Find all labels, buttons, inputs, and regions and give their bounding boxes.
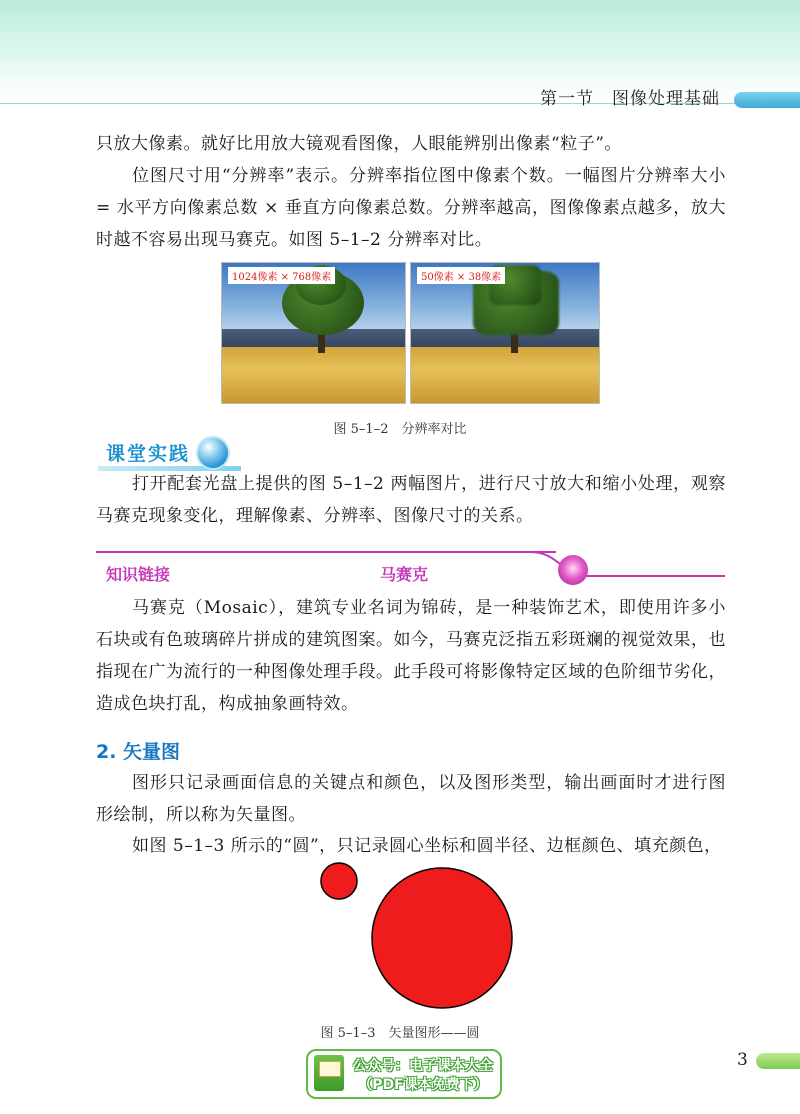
section-heading-vector: 2. 矢量图 — [96, 741, 181, 763]
practice-text: 打开配套光盘上提供的图 5–1–2 两幅图片，进行尺寸放大和缩小处理，观察马赛克现象变化，理解像素、分辨率、图像尺寸的关系。 — [96, 474, 726, 526]
watermark-line2: （PDF课本免费下） — [358, 1077, 488, 1093]
figure-caption-vector: 图 5–1–3 矢量图形——圆 — [320, 1026, 480, 1041]
globe-icon — [198, 438, 228, 468]
paragraph-vector-intro: 图形只记录画面信息的关键点和颜色，以及图形类型，输出画面时才进行图形绘制，所以称为矢量图。 — [96, 773, 726, 825]
practice-title: 课堂实践 — [106, 443, 191, 465]
page-number: 3 — [737, 1050, 748, 1070]
knowledge-text: 马赛克（Mosaic），建筑专业名词为锦砖，是一种装饰艺术，即使用许多小石块或有色玻璃碎片拼成的建筑图案。如今，马赛克泛指五彩斑斓的视觉效果，也指现在广为流行的一种图像处理手段。此手段可将影像特定区域的色阶细节劣化，造成色块打乱，构成抽象画特效。 — [96, 598, 726, 714]
high-resolution-label: 1024像素 × 768像素 — [228, 267, 335, 284]
high-resolution-photo — [221, 262, 406, 404]
low-resolution-label: 50像素 × 38像素 — [417, 267, 505, 284]
knowledge-divider-bottom — [585, 575, 725, 577]
paragraph-vector-circle: 如图 5–1–3 所示的“圆”，只记录圆心坐标和圆半径、边框颜色、填充颜色， — [132, 836, 722, 856]
book-logo-icon — [314, 1055, 344, 1091]
paragraph-continuation: 只放大像素。就好比用放大镜观看图像，人眼能辨别出像素“粒子”。 — [96, 134, 622, 154]
figure-caption-resolution: 图 5–1–2 分辨率对比 — [333, 422, 467, 437]
watermark-banner — [306, 1049, 502, 1099]
small-red-circle — [321, 863, 357, 899]
knowledge-divider-top — [96, 551, 556, 553]
page-tab-decoration — [756, 1053, 800, 1069]
flower-icon — [558, 555, 588, 585]
chapter-header-title: 第一节 图像处理基础 — [540, 89, 720, 109]
knowledge-label: 知识链接 — [106, 565, 171, 584]
low-resolution-photo — [410, 262, 600, 404]
paragraph-resolution: 位图尺寸用“分辨率”表示。分辨率指位图中像素个数。一幅图片分辨率大小 = 水平方向像素总数 × 垂直方向像素总数。分辨率越高，图像像素点越多，放大时越不容易出现马赛克。如图 5–1–2 分辨率对比。 — [96, 166, 726, 250]
knowledge-topic: 马赛克 — [380, 565, 429, 584]
vector-circle-figure — [300, 855, 530, 1015]
header-tab-decoration — [734, 92, 800, 108]
watermark-line1: 公众号：电子课本大全 — [353, 1058, 493, 1074]
large-red-circle — [372, 868, 512, 1008]
